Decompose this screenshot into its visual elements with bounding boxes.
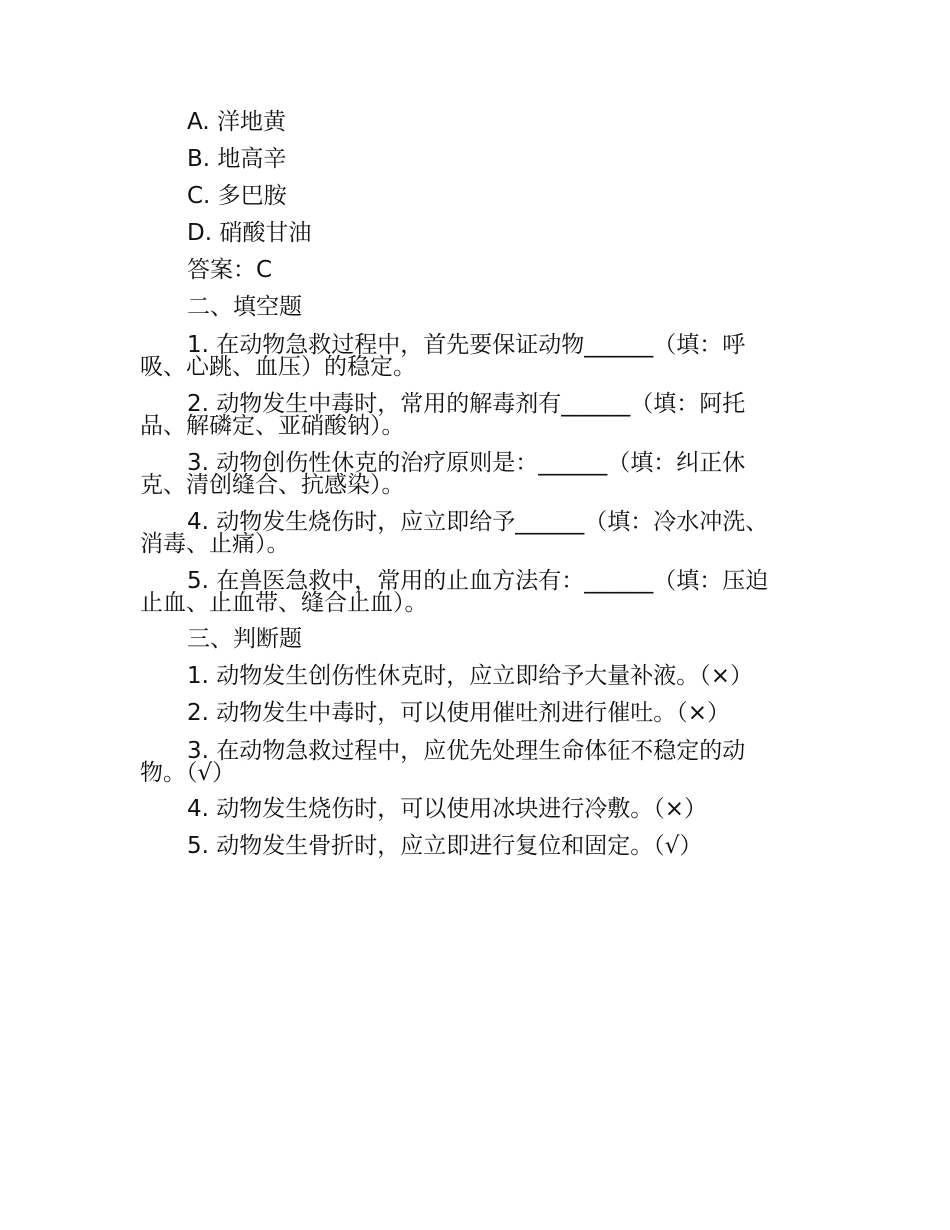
true-false-item-3: 3. 在动物急救过程中，应优先处理生命体征不稳定的动物。（√） [140,738,746,786]
true-false-item-5: 5. 动物发生骨折时，应立即进行复位和固定。（√） [187,833,703,859]
option-b: B. 地高辛 [187,146,287,172]
fill-blank-item-4: 4. 动物发生烧伤时，应立即给予______（填：冷水冲洗、消毒、止痛）。 [140,509,769,557]
answer-line: 答案：C [187,257,273,283]
fill-blank-item-1: 1. 在动物急救过程中，首先要保证动物______（填：呼吸、心跳、血压）的稳定。 [140,332,746,380]
option-d: D. 硝酸甘油 [187,220,312,246]
document-page [140,104,790,865]
section-heading-fill-blank: 二、填空题 [187,294,302,320]
section-heading-true-false: 三、判断题 [187,626,302,652]
fill-blank-item-2: 2. 动物发生中毒时，常用的解毒剂有______（填：阿托品、解磷定、亚硝酸钠）。 [140,391,746,439]
option-a: A. 洋地黄 [187,109,286,135]
fill-blank-item-3: 3. 动物创伤性休克的治疗原则是：______（填：纠正休克、清创缝合、抗感染）。 [140,450,746,498]
true-false-item-2: 2. 动物发生中毒时，可以使用催吐剂进行催吐。（×） [187,700,731,726]
true-false-item-4: 4. 动物发生烧伤时，可以使用冰块进行冷敷。（×） [187,796,708,822]
option-c: C. 多巴胺 [187,183,287,209]
true-false-item-1: 1. 动物发生创伤性休克时，应立即给予大量补液。（×） [187,663,754,689]
fill-blank-item-5: 5. 在兽医急救中，常用的止血方法有：______（填：压迫止血、止血带、缝合止血）。 [140,568,769,616]
